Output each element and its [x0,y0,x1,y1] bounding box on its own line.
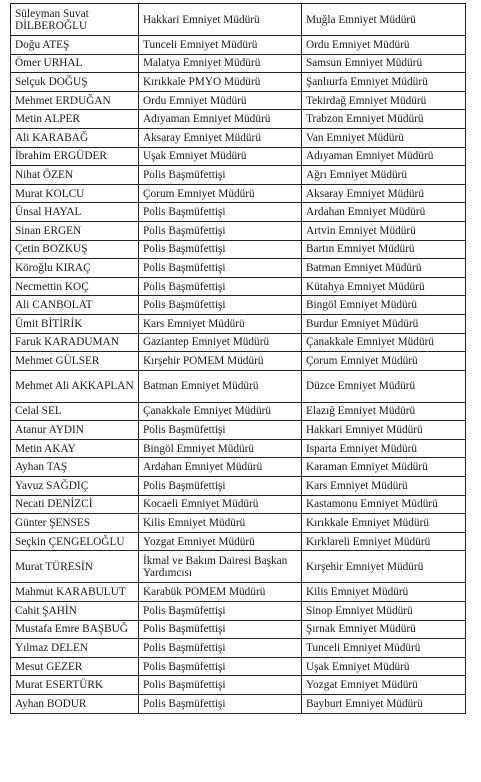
new-post-cell: Çanakkale Emniyet Müdürü [302,333,466,352]
current-post-cell: Polis Başmüfettişi [139,277,302,296]
new-post-cell: Uşak Emniyet Müdürü [302,657,466,676]
current-post-cell: Kırıkkale PMYO Müdürü [139,73,302,92]
person-name-cell: Ümit BİTİRİK [11,314,139,333]
table-row [11,352,466,371]
appointments-table [10,3,466,714]
person-name-cell: Ali KARABAĞ [11,128,139,147]
current-post-cell: Polis Başmüfettişi [139,620,302,639]
table-row [11,676,466,695]
person-name-cell: Çetin BOZKUŞ [11,240,139,259]
current-post-cell: Çanakkale Emniyet Müdürü [139,402,302,421]
person-name-cell: Günter ŞENSES [11,514,139,533]
current-post-cell: Kırşehir POMEM Müdürü [139,352,302,371]
new-post-cell: Hakkari Emniyet Müdürü [302,421,466,440]
person-name-cell: Ali CANBOLAT [11,296,139,315]
person-name-cell: Ünsal HAYAL [11,203,139,222]
person-name-cell: Metin ALPER [11,110,139,129]
person-name-cell: Köroğlu KIRAÇ [11,259,139,278]
new-post-cell: Bingöl Emniyet Müdürü [302,296,466,315]
current-post-cell: Polis Başmüfettişi [139,296,302,315]
table-row [11,277,466,296]
person-name-cell: İbrahim ERGÜDER [11,147,139,166]
person-name-cell: Necati DENİZCİ [11,495,139,514]
table-row [11,259,466,278]
table-row [11,439,466,458]
person-name-cell: Murat ESERTÜRK [11,676,139,695]
new-post-cell: Düzce Emniyet Müdürü [302,370,466,402]
current-post-cell: Polis Başmüfettişi [139,221,302,240]
table-row [11,4,466,36]
current-post-cell: Polis Başmüfettişi [139,477,302,496]
new-post-cell: Aksaray Emniyet Müdürü [302,184,466,203]
new-post-cell: Ağrı Emniyet Müdürü [302,166,466,185]
new-post-cell: Muğla Emniyet Müdürü [302,4,466,36]
new-post-cell: Şırnak Emniyet Müdürü [302,620,466,639]
current-post-cell: Polis Başmüfettişi [139,602,302,621]
table-row [11,203,466,222]
table-row [11,639,466,658]
table-row [11,221,466,240]
current-post-cell: Polis Başmüfettişi [139,240,302,259]
person-name-cell: Faruk KARADUMAN [11,333,139,352]
new-post-cell: Kırklareli Emniyet Müdürü [302,532,466,551]
person-name-cell: Necmettin KOÇ [11,277,139,296]
person-name-cell: Metin AKAY [11,439,139,458]
person-name-cell: Süleyman Suvat DİLBEROĞLU [11,4,139,36]
new-post-cell: Elazığ Emniyet Müdürü [302,402,466,421]
person-name-cell: Yılmaz DELEN [11,639,139,658]
current-post-cell: Malatya Emniyet Müdürü [139,54,302,73]
new-post-cell: Çorum Emniyet Müdürü [302,352,466,371]
person-name-cell: Nihat ÖZEN [11,166,139,185]
table-row [11,240,466,259]
current-post-cell: Polis Başmüfettişi [139,203,302,222]
table-row [11,370,466,402]
new-post-cell: Kars Emniyet Müdürü [302,477,466,496]
new-post-cell: Kütahya Emniyet Müdürü [302,277,466,296]
appointments-table-body [11,4,466,714]
person-name-cell: Mesut GEZER [11,657,139,676]
table-row [11,532,466,551]
new-post-cell: Batman Emniyet Müdürü [302,259,466,278]
person-name-cell: Ayhan TAŞ [11,458,139,477]
table-row [11,620,466,639]
new-post-cell: Isparta Emniyet Müdürü [302,439,466,458]
person-name-cell: Mehmet GÜLSER [11,352,139,371]
table-row [11,514,466,533]
new-post-cell: Karaman Emniyet Müdürü [302,458,466,477]
table-row [11,184,466,203]
current-post-cell: Aksaray Emniyet Müdürü [139,128,302,147]
person-name-cell: Mahmut KARABULUT [11,583,139,602]
person-name-cell: Sinan ERGEN [11,221,139,240]
person-name-cell: Yavuz SAĞDIÇ [11,477,139,496]
current-post-cell: Bingöl Emniyet Müdürü [139,439,302,458]
new-post-cell: Şanlıurfa Emniyet Müdürü [302,73,466,92]
current-post-cell: Kilis Emniyet Müdürü [139,514,302,533]
new-post-cell: Sinop Emniyet Müdürü [302,602,466,621]
new-post-cell: Bartın Emniyet Müdürü [302,240,466,259]
table-row [11,91,466,110]
current-post-cell: Çorum Emniyet Müdürü [139,184,302,203]
table-row [11,128,466,147]
table-row [11,695,466,714]
table-row [11,296,466,315]
table-row [11,477,466,496]
current-post-cell: Polis Başmüfettişi [139,657,302,676]
current-post-cell: Ordu Emniyet Müdürü [139,91,302,110]
current-post-cell: Polis Başmüfettişi [139,421,302,440]
new-post-cell: Kırıkkale Emniyet Müdürü [302,514,466,533]
table-row [11,54,466,73]
current-post-cell: Gaziantep Emniyet Müdürü [139,333,302,352]
person-name-cell: Ayhan BODUR [11,695,139,714]
person-name-cell: Seçkin ÇENGELOĞLU [11,532,139,551]
table-row [11,147,466,166]
person-name-cell: Murat TÜRESİN [11,551,139,583]
current-post-cell: Batman Emniyet Müdürü [139,370,302,402]
new-post-cell: Ordu Emniyet Müdürü [302,36,466,55]
table-row [11,166,466,185]
table-row [11,583,466,602]
person-name-cell: Selçuk DOĞUŞ [11,73,139,92]
current-post-cell: Ardahan Emniyet Müdürü [139,458,302,477]
person-name-cell: Mehmet ERDUĞAN [11,91,139,110]
current-post-cell: Polis Başmüfettişi [139,639,302,658]
person-name-cell: Murat KOLCU [11,184,139,203]
new-post-cell: Yozgat Emniyet Müdürü [302,676,466,695]
person-name-cell: Cahit ŞAHİN [11,602,139,621]
new-post-cell: Artvin Emniyet Müdürü [302,221,466,240]
current-post-cell: Polis Başmüfettişi [139,676,302,695]
new-post-cell: Tunceli Emniyet Müdürü [302,639,466,658]
table-row [11,602,466,621]
table-row [11,333,466,352]
person-name-cell: Mustafa Emre BAŞBUĞ [11,620,139,639]
table-row [11,458,466,477]
new-post-cell: Van Emniyet Müdürü [302,128,466,147]
current-post-cell: Kocaeli Emniyet Müdürü [139,495,302,514]
table-row [11,402,466,421]
current-post-cell: Polis Başmüfettişi [139,695,302,714]
new-post-cell: Ardahan Emniyet Müdürü [302,203,466,222]
table-row [11,495,466,514]
new-post-cell: Samsun Emniyet Müdürü [302,54,466,73]
person-name-cell: Celal SEL [11,402,139,421]
table-row [11,36,466,55]
current-post-cell: Polis Başmüfettişi [139,166,302,185]
current-post-cell: Hakkari Emniyet Müdürü [139,4,302,36]
new-post-cell: Trabzon Emniyet Müdürü [302,110,466,129]
current-post-cell: Karabük POMEM Müdürü [139,583,302,602]
current-post-cell: Uşak Emniyet Müdürü [139,147,302,166]
current-post-cell: Yozgat Emniyet Müdürü [139,532,302,551]
table-row [11,551,466,583]
new-post-cell: Adıyaman Emniyet Müdürü [302,147,466,166]
table-row [11,421,466,440]
table-row [11,73,466,92]
person-name-cell: Ömer URHAL [11,54,139,73]
table-row [11,110,466,129]
current-post-cell: İkmal ve Bakım Dairesi Başkan Yardımcısı [139,551,302,583]
new-post-cell: Kastamonu Emniyet Müdürü [302,495,466,514]
current-post-cell: Tunceli Emniyet Müdürü [139,36,302,55]
new-post-cell: Bayburt Emniyet Müdürü [302,695,466,714]
person-name-cell: Mehmet Ali AKKAPLAN [11,370,139,402]
new-post-cell: Kırşehir Emniyet Müdürü [302,551,466,583]
person-name-cell: Doğu ATEŞ [11,36,139,55]
table-row [11,314,466,333]
current-post-cell: Adıyaman Emniyet Müdürü [139,110,302,129]
new-post-cell: Tekirdağ Emniyet Müdürü [302,91,466,110]
new-post-cell: Kilis Emniyet Müdürü [302,583,466,602]
current-post-cell: Polis Başmüfettişi [139,259,302,278]
new-post-cell: Burdur Emniyet Müdürü [302,314,466,333]
person-name-cell: Atanur AYDIN [11,421,139,440]
current-post-cell: Kars Emniyet Müdürü [139,314,302,333]
table-row [11,657,466,676]
